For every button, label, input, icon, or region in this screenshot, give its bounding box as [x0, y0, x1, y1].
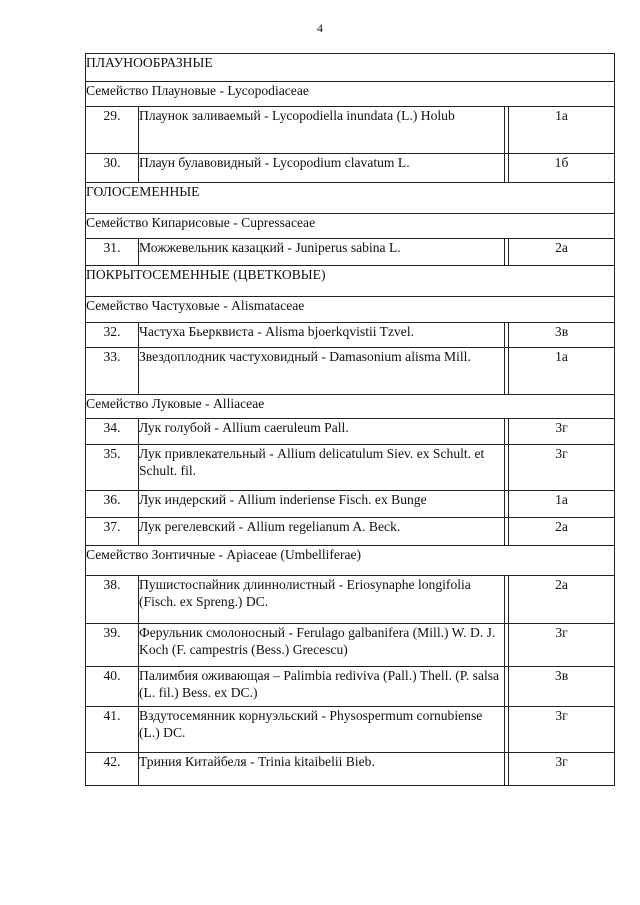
- rarity-category: 3г: [509, 624, 615, 667]
- species-row: [86, 624, 615, 667]
- rarity-category: 3в: [509, 323, 615, 348]
- rarity-category: 1а: [509, 348, 615, 395]
- rarity-category: 3г: [509, 707, 615, 753]
- species-name: Ферульник смолоносный - Ferulago galbanifera (Mill.) W. D. J. Koch (F. campestris (Bess.) Grecescu): [139, 624, 505, 667]
- rarity-category: 2а: [509, 239, 615, 266]
- species-row: [86, 707, 615, 753]
- species-table: [85, 53, 615, 786]
- species-row: [86, 154, 615, 183]
- species-row: [86, 518, 615, 546]
- species-number: 41.: [86, 707, 139, 753]
- family-title: Семейство Зонтичные - Apiaceae (Umbelliferae): [86, 546, 615, 576]
- family-header-row: [86, 214, 615, 239]
- species-name: Вздутосемянник корнуэльский - Physospermum cornubiense (L.) DC.: [139, 707, 505, 753]
- species-name: Лук привлекательный - Allium delicatulum Siev. ex Schult. et Schult. fil.: [139, 445, 505, 491]
- rarity-category: 2а: [509, 576, 615, 624]
- species-row: [86, 753, 615, 786]
- species-number: 36.: [86, 491, 139, 518]
- species-row: [86, 419, 615, 445]
- species-number: 33.: [86, 348, 139, 395]
- family-header-row: [86, 395, 615, 419]
- species-number: 30.: [86, 154, 139, 183]
- species-row: [86, 348, 615, 395]
- rarity-category: 3г: [509, 419, 615, 445]
- page-number: 4: [317, 21, 323, 35]
- species-number: 34.: [86, 419, 139, 445]
- species-row: [86, 491, 615, 518]
- species-row: [86, 323, 615, 348]
- species-number: 38.: [86, 576, 139, 624]
- species-number: 40.: [86, 667, 139, 707]
- section-header-row: [86, 266, 615, 297]
- species-number: 32.: [86, 323, 139, 348]
- species-name: Триния Китайбеля - Trinia kitaibelii Bieb.: [139, 753, 505, 786]
- species-number: 29.: [86, 107, 139, 154]
- species-name: Плаун булавовидный - Lycopodium clavatum L.: [139, 154, 505, 183]
- species-name: Лук индерский - Allium inderiense Fisch. ex Bunge: [139, 491, 505, 518]
- species-number: 37.: [86, 518, 139, 546]
- rarity-category: 3г: [509, 445, 615, 491]
- species-name: Палимбия оживающая – Palimbia rediviva (Pall.) Thell. (P. salsa (L. fil.) Bess. ex DC.): [139, 667, 505, 707]
- rarity-category: 1б: [509, 154, 615, 183]
- family-title: Семейство Плауновые - Lycopodiaceae: [86, 82, 615, 107]
- species-row: [86, 239, 615, 266]
- section-title: ГОЛОСЕМЕННЫЕ: [86, 183, 615, 214]
- rarity-category: 3в: [509, 667, 615, 707]
- species-row: [86, 445, 615, 491]
- family-header-row: [86, 297, 615, 323]
- species-name: Пушистоспайник длиннолистный - Eriosynaphe longifolia (Fisch. ex Spreng.) DC.: [139, 576, 505, 624]
- family-title: Семейство Луковые - Alliaceae: [86, 395, 615, 419]
- species-row: [86, 107, 615, 154]
- family-title: Семейство Кипарисовые - Cupressaceae: [86, 214, 615, 239]
- species-row: [86, 576, 615, 624]
- species-name: Частуха Бьерквиста - Alisma bjoerkqvistii Tzvel.: [139, 323, 505, 348]
- species-number: 31.: [86, 239, 139, 266]
- species-name: Лук регелевский - Allium regelianum A. Beck.: [139, 518, 505, 546]
- rarity-category: 3г: [509, 753, 615, 786]
- family-title: Семейство Частуховые - Alismataceae: [86, 297, 615, 323]
- species-name: Можжевельник казацкий - Juniperus sabina L.: [139, 239, 505, 266]
- family-header-row: [86, 82, 615, 107]
- species-number: 39.: [86, 624, 139, 667]
- species-number: 35.: [86, 445, 139, 491]
- section-title: ПОКРЫТОСЕМЕННЫЕ (ЦВЕТКОВЫЕ): [86, 266, 615, 297]
- section-title: ПЛАУНООБРАЗНЫЕ: [86, 54, 615, 82]
- rarity-category: 1а: [509, 491, 615, 518]
- section-header-row: [86, 183, 615, 214]
- section-header-row: [86, 54, 615, 82]
- species-name: Плаунок заливаемый - Lycopodiella inundata (L.) Holub: [139, 107, 505, 154]
- species-name: Звездоплодник частуховидный - Damasonium alisma Mill.: [139, 348, 505, 395]
- family-header-row: [86, 546, 615, 576]
- species-name: Лук голубой - Allium caeruleum Pall.: [139, 419, 505, 445]
- species-row: [86, 667, 615, 707]
- rarity-category: 2а: [509, 518, 615, 546]
- rarity-category: 1а: [509, 107, 615, 154]
- species-number: 42.: [86, 753, 139, 786]
